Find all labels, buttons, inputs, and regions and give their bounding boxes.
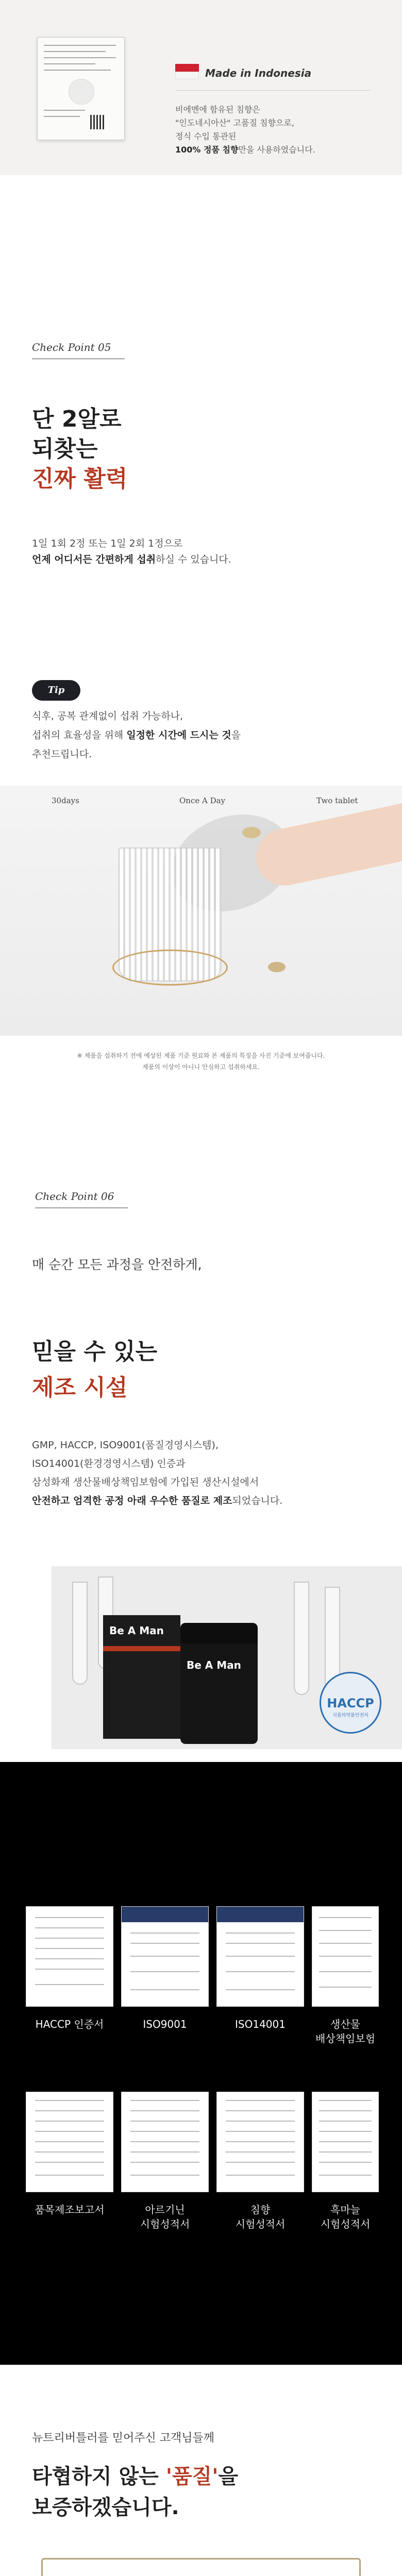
cert-caption-line: 침향: [250, 2204, 271, 2216]
tip-line-2-bold: 일정한 시간에 드시는 것: [126, 730, 231, 741]
made-in-title: Made in Indonesia: [205, 67, 312, 79]
tip-line-1: 식후, 공복 관계없이 섭취 가능하나,: [32, 710, 183, 722]
arginine-test-report-image: [121, 2092, 209, 2192]
black-garlic-test-report-image: [312, 2092, 379, 2192]
cp6-p1: GMP, HACCP, ISO9001(품질경영시스템),: [32, 1439, 219, 1451]
ending-line-2a: 타협하지 않는: [32, 2465, 166, 2488]
ending-line-1: 뉴트리버틀러를 믿어주신 고객님들께: [32, 2432, 215, 2445]
cert-caption: [216, 2017, 304, 2031]
cert-caption: [26, 2017, 113, 2031]
cert-caption: [216, 2202, 304, 2231]
insurance-certificate-image: [312, 1906, 379, 2007]
cert-caption-line: 흑마늘: [330, 2204, 360, 2216]
made-in-line: 비에멘에 함유된 침향은: [175, 105, 260, 114]
cp6-p3: 삼성화재 생산물배상책임보험에 가입된 생산시설에서: [32, 1477, 259, 1488]
product-report-image: [26, 2092, 113, 2192]
agarwood-test-report-image: [216, 2092, 304, 2192]
certificates-section: [0, 1762, 402, 2365]
product-bottle-label: Be A Man: [187, 1659, 241, 1671]
cp6-headline-1: 믿을 수 있는: [32, 1338, 158, 1365]
photo-label-once-a-day: Once A Day: [179, 796, 226, 805]
made-in-line: 정식 수입 통관된: [175, 131, 237, 141]
haccp-certificate-image: [26, 1906, 113, 2007]
photo-label-two-tablet: Two tablet: [316, 796, 358, 805]
cp6-p4-bold: 안전하고 엄격한 공정 아래 우수한 품질로 제조: [32, 1495, 232, 1506]
tip-line-3: 추천드립니다.: [32, 749, 92, 760]
cert-caption-line: 배상책임보험: [315, 2032, 375, 2045]
cert-caption: [121, 2017, 209, 2031]
iso14001-certificate-image: [216, 1906, 304, 2007]
ending-line-2-red: '품질': [165, 2465, 219, 2488]
made-in-description: [175, 103, 371, 157]
glass-gold-rim: [112, 950, 228, 986]
photo-label-30days: 30days: [52, 796, 79, 805]
cert-caption-line: HACCP 인증서: [35, 2018, 104, 2030]
tip-badge: Tip: [32, 680, 80, 701]
cp6-headline-2: 제조 시설: [32, 1375, 128, 1401]
made-in-line: "인도네시아산" 고품질 침향으로,: [175, 118, 294, 128]
cert-caption-line: 생산물: [330, 2018, 360, 2030]
cert-caption: [26, 2202, 113, 2217]
cp5-headline-3: 진짜 활력: [32, 466, 128, 492]
bottom-frame-decoration: [41, 2558, 361, 2576]
cp5-headline-2: 되찾는: [32, 436, 98, 462]
cert-caption: [121, 2202, 209, 2231]
ending-line-2b: 을: [218, 2465, 239, 2488]
tip-line-2a: 섭취의 효율성을 위해: [32, 730, 127, 741]
product-box: [103, 1615, 180, 1739]
cp5-sub-bold: 언제 어디서든 간편하게 섭취: [32, 554, 156, 565]
cert-caption-line: 시험성적서: [235, 2218, 286, 2230]
cert-caption: [312, 2202, 379, 2231]
cp5-headline-1: 단 2알로: [32, 406, 122, 432]
cert-caption: [312, 2017, 379, 2046]
haccp-badge-title: HACCP: [327, 1696, 374, 1710]
indonesia-flag-icon: [175, 64, 199, 79]
cp6-lead: 매 순간 모든 과정을 안전하게,: [32, 1257, 202, 1272]
hand-image: [251, 801, 402, 891]
cert-caption-line: 시험성적서: [320, 2218, 371, 2230]
photo-note-1: ※ 제품을 섭취하기 전에 예상된 제품 기준 원료와 본 제품의 특징을 사진 기준에 보여줍니다.: [77, 1052, 325, 1059]
ending-line-3: 보증하겠습니다.: [32, 2496, 179, 2519]
tablet-glass-photo: [0, 786, 402, 1036]
product-box-label: Be A Man: [109, 1624, 164, 1637]
divider: [175, 90, 371, 91]
photo-note-2: 제품의 이상이 아니니 안심하고 섭취하세요.: [142, 1063, 260, 1071]
cert-caption-line: 아르기닌: [145, 2204, 185, 2216]
cert-caption-line: ISO14001: [235, 2018, 286, 2030]
import-certificate-image: [37, 37, 125, 140]
cp6-p2: ISO14001(환경경영시스템) 인증과: [32, 1458, 186, 1469]
haccp-badge-sub: 식품의약품안전처: [332, 1713, 368, 1718]
haccp-badge-icon: [320, 1672, 381, 1734]
cert-caption-line: 품목제조보고서: [35, 2204, 105, 2216]
checkpoint-05-header: Check Point 05: [32, 341, 111, 353]
tablet-on-table: [268, 962, 286, 972]
product-bottle: [180, 1623, 258, 1744]
cp5-sub-1: 1일 1회 2정 또는 1일 2회 1정으로: [32, 538, 183, 549]
cp5-sub-rest: 하실 수 있습니다.: [156, 554, 231, 565]
checkpoint-06-header: Check Point 06: [35, 1190, 114, 1202]
made-in-bold: 100% 정품 침향: [175, 145, 239, 155]
iso9001-certificate-image: [121, 1906, 209, 2007]
cert-caption-line: 시험성적서: [140, 2218, 190, 2230]
cert-caption-line: ISO9001: [143, 2018, 187, 2030]
cp6-p4-rest: 되었습니다.: [232, 1495, 283, 1506]
tip-line-2b: 을: [231, 730, 241, 741]
tablet-in-hand: [242, 827, 261, 838]
made-in-rest: 만을 사용하였습니다.: [238, 145, 315, 155]
